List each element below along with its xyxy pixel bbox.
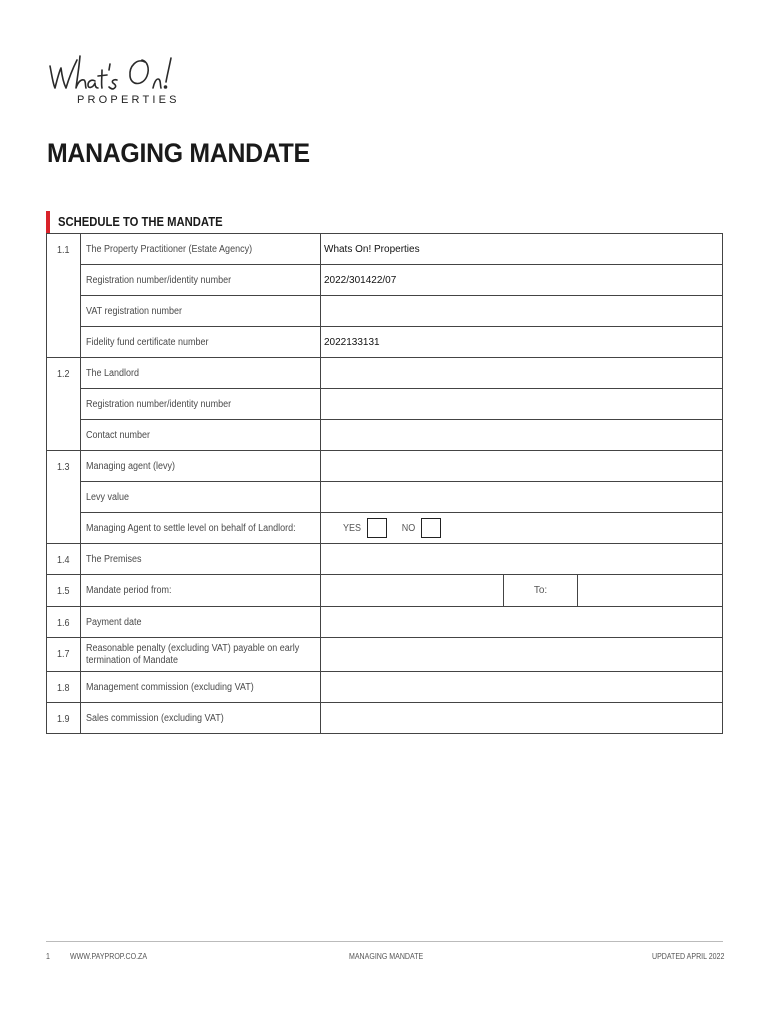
table-row (47, 638, 723, 672)
table-row (47, 482, 723, 513)
field-label: Managing agent (levy) (81, 451, 321, 482)
table-row (47, 544, 723, 575)
managing-agent-field[interactable] (321, 451, 723, 482)
field-label: The Premises (81, 544, 321, 575)
row-number: 1.8 (47, 672, 81, 703)
field-label: Fidelity fund certificate number (81, 327, 321, 358)
section-accent-bar (46, 211, 50, 233)
levy-value-field[interactable] (321, 482, 723, 513)
table-row (47, 389, 723, 420)
table-row (47, 451, 723, 482)
row-number: 1.9 (47, 703, 81, 734)
table-row (47, 420, 723, 451)
table-row (47, 358, 723, 389)
field-label: Management commission (excluding VAT) (81, 672, 321, 703)
footer-doc-name: MANAGING MANDATE (349, 952, 424, 961)
no-checkbox[interactable] (421, 518, 441, 538)
settle-levy-options (321, 513, 723, 544)
field-label: The Property Practitioner (Estate Agency) (81, 234, 321, 265)
field-label: Reasonable penalty (excluding VAT) payable on early termination of Mandate (81, 638, 321, 672)
table-row (47, 513, 723, 544)
table-row (47, 672, 723, 703)
table-row (47, 607, 723, 638)
table-row (47, 327, 723, 358)
field-label: Registration number/identity number (81, 389, 321, 420)
table-row (47, 234, 723, 265)
landlord-registration-field[interactable] (321, 389, 723, 420)
penalty-field[interactable] (321, 638, 723, 672)
contact-number-field[interactable] (321, 420, 723, 451)
fidelity-fund-field[interactable]: 2022133131 (321, 327, 723, 358)
footer-divider (46, 941, 723, 942)
field-label: VAT registration number (81, 296, 321, 327)
logo-script-mark (47, 52, 207, 94)
mandate-period-cell (321, 575, 723, 607)
footer-page-number: 1 (46, 952, 50, 961)
footer-website-link[interactable]: WWW.PAYPROP.CO.ZA (70, 952, 148, 961)
field-label: Contact number (81, 420, 321, 451)
section-title: SCHEDULE TO THE MANDATE (58, 215, 223, 229)
vat-number-field[interactable] (321, 296, 723, 327)
field-label: Managing Agent to settle level on behalf of Landlord: (81, 513, 321, 544)
logo-subtitle: PROPERTIES (77, 94, 180, 106)
company-logo (47, 52, 207, 112)
schedule-table (46, 233, 723, 734)
row-number: 1.4 (47, 544, 81, 575)
field-label: The Landlord (81, 358, 321, 389)
row-number: 1.3 (47, 451, 81, 544)
practitioner-field[interactable]: Whats On! Properties (321, 234, 723, 265)
yes-label: YES (343, 522, 362, 534)
table-row (47, 575, 723, 607)
row-number: 1.2 (47, 358, 81, 451)
table-row (47, 265, 723, 296)
mandate-from-field[interactable] (321, 575, 504, 606)
yes-checkbox[interactable] (367, 518, 387, 538)
logo-script-text: Whats On! (47, 52, 52, 53)
row-number: 1.6 (47, 607, 81, 638)
row-number: 1.5 (47, 575, 81, 607)
to-label: To: (504, 575, 578, 606)
field-label: Registration number/identity number (81, 265, 321, 296)
sales-commission-field[interactable] (321, 703, 723, 734)
table-row (47, 296, 723, 327)
field-label: Levy value (81, 482, 321, 513)
footer-updated-date: UPDATED APRIL 2022 (652, 952, 725, 961)
mandate-to-field[interactable] (578, 575, 722, 606)
management-commission-field[interactable] (321, 672, 723, 703)
page-title: MANAGING MANDATE (47, 138, 310, 168)
row-number: 1.1 (47, 234, 81, 358)
field-label: Mandate period from: (81, 575, 321, 607)
no-label: NO (401, 522, 416, 534)
row-number: 1.7 (47, 638, 81, 672)
field-label: Sales commission (excluding VAT) (81, 703, 321, 734)
field-label: Payment date (81, 607, 321, 638)
premises-field[interactable] (321, 544, 723, 575)
landlord-field[interactable] (321, 358, 723, 389)
payment-date-field[interactable] (321, 607, 723, 638)
registration-number-field[interactable]: 2022/301422/07 (321, 265, 723, 296)
table-row (47, 703, 723, 734)
